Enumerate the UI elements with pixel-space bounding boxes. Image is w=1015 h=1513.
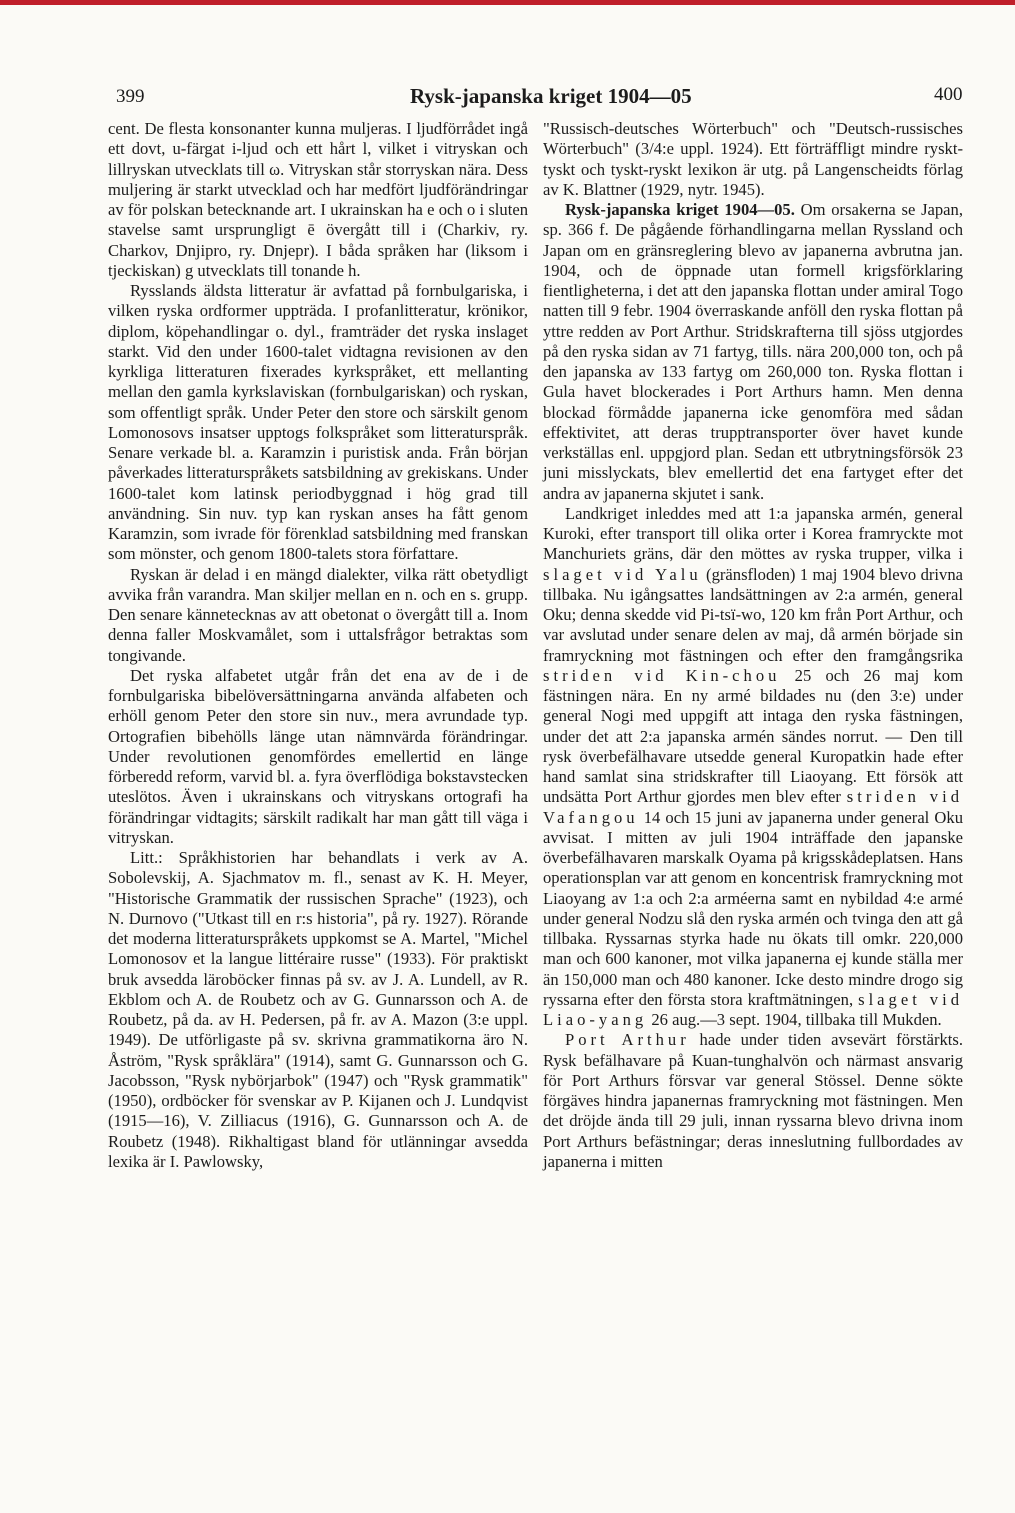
paragraph <box>543 1030 963 1172</box>
spaced-term: slaget vid Yalu <box>543 564 702 584</box>
spaced-term: striden vid Kin-chou <box>543 665 781 685</box>
bibliography-paragraph: Litt.: Språkhistorien har behandlats i verk av A. Sobolevskij, A. Sjachmatov m. fl., senast av K. H. Meyer, "Historische Grammatik der russischen Sprache" (1923), och N. Durnovo ("Utkast till en r:s historia", på ry. 1927). Rörande det moderna litteraturspråkets uppkomst se A. Martel, "Michel Lomonosov et la langue littéraire russe" (1933). För praktiskt bruk avsedda läroböcker finnas på sv. av J. A. Lundell, av R. Ekblom och A. de Roubetz och av G. Gunnarsson och A. de Roubetz, på da. av H. Pedersen, på fr. av A. Mazon (3:e uppl. 1949). De utförligaste på sv. skrivna grammatikorna äro N. Åström, "Rysk språklära" (1914), samt G. Gunnarsson och G. Jacobsson, "Rysk nybörjarbok" (1947) och "Rysk grammatik" (1950), ordböcker för svenskar av P. Kijanen och J. Lundqvist (1915—16), V. Zilliacus (1916), G. Gunnarsson och A. de Roubetz (1948). Rikhaltigast bland för utlänningar avsedda lexika är I. Pawlowsky, <box>108 848 528 1171</box>
paragraph: Rysslands äldsta litteratur är avfattad på fornbulgariska, i vilken ryska ordformer uppträda. I profanlitteratur, krönikor, diplom, köpehandlingar o. dyl., framträder det ryska inslaget starkt. Vid den under 1600-talet vidtagna revisionen av den kyrkliga litteraturen fixerades kyrkspråket, ett mellanting mellan den gamla kyrkslaviskan (fornbulgariskan) och ryskan, som offentligt språk. Under Peter den store och särskilt genom Lomonosovs insatser upptogs folkspråket som litteraturspråk. Senare verkade bl. a. Karamzin i puristisk anda. Från början påverkades litteraturspråkets satsbildning av grekiskans. Under 1600-talet kom latinsk periodbyggnad i hög grad till användning. Sin nuv. typ kan ryskan anses ha fått genom Karamzin, som ivrade för förenklad satsbildning med franskan som mönster, och genom 1800-talets stora författare. <box>108 281 528 564</box>
spaced-term: slaget vid Liao-yang <box>543 989 964 1029</box>
page-number-right: 400 <box>934 84 963 105</box>
article-paragraph <box>543 200 963 504</box>
paragraph <box>543 504 963 1031</box>
paragraph: "Russisch-deutsches Wörterbuch" och "Deutsch-russisches Wörterbuch" (3/4:e uppl. 1924). Ett förträffligt mindre ryskt-tyskt och tyskt-ryskt lexikon är utg. på Langenscheidts förlag av K. Blattner (1929, nytr. 1945). <box>543 119 963 199</box>
paragraph-text: Landkriget inleddes med att 1:a japanska armén, general Kuroki, efter transport till olika orter i Korea framryckte mot Manchuriets gräns, där den möttes av ryska trupper, vilka i <box>543 503 963 564</box>
spaced-term: Port Arthur <box>565 1030 690 1050</box>
paragraph: Ryskan är delad i en mängd dialekter, vilka rätt obetydligt avvika från varandra. Man skiljer mellan en n. och en s. grupp. Den senare kännetecknas av att obetonat o övergått till a. Inom denna faller Moskvamålet, som i uttalsfrågor betraktas som tongivande. <box>108 564 528 665</box>
paragraph-text: hade under tiden avsevärt förstärkts. Rysk befälhavare på Kuan-tunghalvön och närmast ansvarig för Port Arthurs försvar var general Stössel. Denne sökte förgäves hindra japanernas framryckning mot fästningen. Men det dröjde ända till 29 juli, innan ryssarna blevo drivna inom Port Arthurs befästningar; deras inneslutning fullbordades av japanerna i mitten <box>543 1030 963 1171</box>
paragraph-text: 14 och 15 juni av japanerna under general Oku avvisat. I mitten av juli 1904 inträffade den japanske överbefälhavaren marskalk Oyama på krigsskådeplatsen. Hans operationsplan var att genom en koncentrisk framryckning mot Liaoyang av 1:a och 2:a arméerna samt en nybildad 4:e armé under general Nodzu slå den ryska armén och tvinga den att gå tillbaka. Ryssarnas styrka hade nu ökats till omkr. 220,000 man och 600 kanoner, mot vilka japanerna ej kunde ställa mer än 150,000 man och 480 kanoner. Icke desto mindre drogo sig ryssarna efter den första stora kraftmätningen, <box>543 807 963 1009</box>
spaced-term: striden vid Vafangou <box>543 787 964 827</box>
page-number-left: 399 <box>116 86 145 107</box>
paragraph-text: 26 aug.—3 sept. 1904, tillbaka till Mukden. <box>647 1010 942 1029</box>
running-title: Rysk-japanska kriget 1904—05 <box>410 84 692 108</box>
right-column <box>543 119 963 1172</box>
paragraph-text: 25 och 26 maj kom fästningen nära. En ny armé bildades nu (den 3:e) under general Nogi med uppgift att intaga den ryska fästningen, under det att 2:a japanska armén sändes norrut. — Den till rysk överbefälhavare utsedde general Kuropatkin hade efter hand samlat sina stridskrafter till Liaoyang. Ett försök att undsätta Port Arthur gjordes men blev efter <box>543 665 963 807</box>
paragraph-text: (gränsfloden) 1 maj 1904 blevo drivna tillbaka. Nu igångsattes landsättningen av 2:a armén, general Oku; denna skedde vid Pi-tsï-wo, 120 km från Port Arthur, och var avslutad under senare delen av maj, då armén började sin framryckning mot fästningen och efter den framgångsrika <box>543 564 964 665</box>
paragraph-text: Om orsakerna se Japan, sp. 366 f. De pågående förhandlingarna mellan Ryssland och Japan om en gränsreglering blevo av japanerna avbrutna jan. 1904, och de öppnade utan formell krigsförklaring fientligheterna, i det att den japanska flottan under amiral Togo natten till 9 febr. 1904 överraskande anföll den ryska flottan på yttre redden av Port Arthur. Stridskrafterna till sjöss utgjordes på den ryska sidan av 71 fartyg, tills. nära 200,000 ton, och på den japanska av 133 fartyg om 260,000 ton. Ryska flottan i Gula havet blockerades i Port Arthurs hamn. Men denna blockad förmådde japanerna icke genomföra med sådan effektivitet, att deras trupptransporter över havet kunde verkställas enl. uppgjord plan. Sedan ett utbrytningsförsök 23 juni misslyckats, blev emellertid det ena fartyget efter det andra av japanerna skjutet i sank. <box>543 200 963 503</box>
article-lemma: Rysk-japanska kriget 1904—05. <box>565 200 795 219</box>
paragraph: cent. De flesta konsonanter kunna muljeras. I ljudförrådet ingå ett dovt, u-färgat i-ljud och ett hårt l, vilket i vitryskan och lillryskan utvecklats till ω. Vitryskan står storryskan nära. Dess muljering är starkt utvecklad och har medfört ljudförändringar av för polskan betecknande art. I ukrainskan ha e och o i sluten stavelse samt ursprungligt ē övergått till i (Charkiv, ry. Charkov, Dnjipro, ry. Dnjepr). I båda språken har (liksom i tjeckiskan) g utvecklats till tonande h. <box>108 119 528 280</box>
top-border-line <box>0 0 1015 5</box>
paragraph: Det ryska alfabetet utgår från det ena av de i de fornbulgariska bibelöversättningarna använda alfabeten och erhöll genom Peter den store sin nuv., mera avrundade typ. Ortografien bibehölls länge utan nämnvärda förändringar. Under revolutionen genomfördes emellertid en länge förberedd reform, varvid bl. a. fyra överflödiga bokstavstecken uteslötos. Även i ukrainskans och vitryskans ortografi ha förändringar vidtagits; särskilt radikalt har man gått till väga i vitryskan. <box>108 665 528 847</box>
left-column <box>108 119 528 1172</box>
